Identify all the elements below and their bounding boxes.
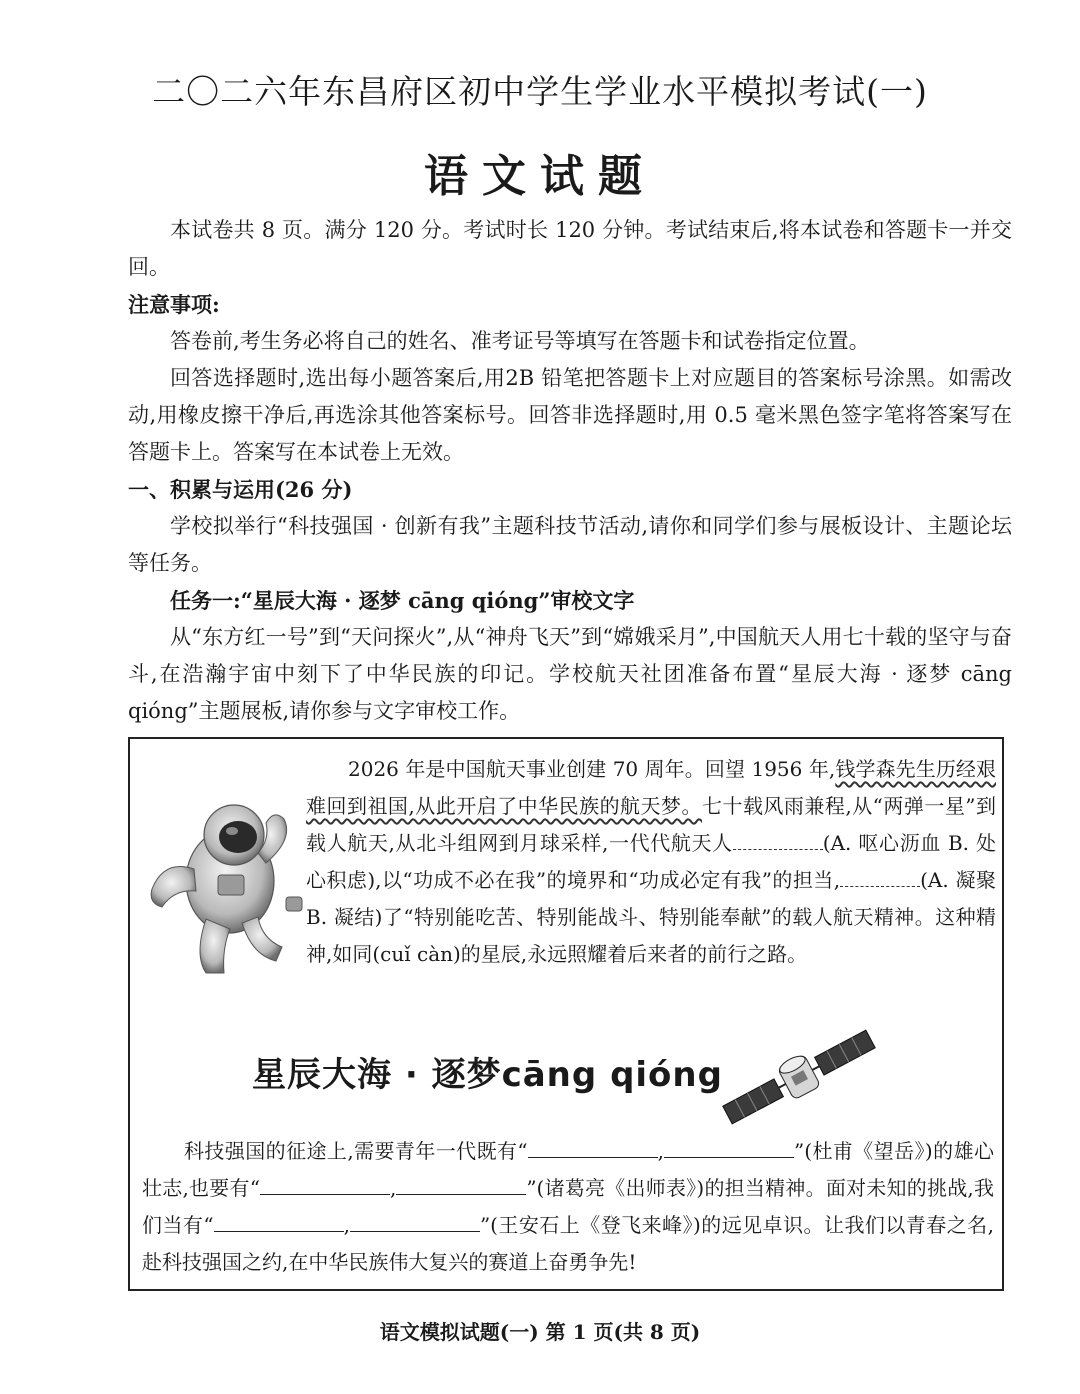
board-text-a: 2026 年是中国航天事业创建 70 周年。回望 1956 年,	[348, 757, 836, 781]
task-1-text: 从“东方红一号”到“天问探火”,从“神舟飞天”到“嫦娥采月”,中国航天人用七十载的坚守与奋斗,在浩瀚宇宙中刻下了中华民族的印记。学校航天社团准备布置“星辰大海 · 逐梦 cāng qióng”主题展板,请你参与文字审校工作。	[128, 625, 1012, 723]
board-text-d: (A. 凝聚 B. 凝结)了“特别能吃苦、特别能战斗、特别能奉献”的载人航天精神。这种精神,如同(cuǐ càn)的星辰,永远照耀着后来者的前行之路。	[306, 868, 996, 966]
exhibition-board	[128, 737, 1004, 1291]
poem-blank-5[interactable]	[214, 1213, 344, 1232]
answer-blank-1[interactable]	[733, 831, 823, 850]
board-text-e: 科技强国的征途上,需要青年一代既有“	[184, 1139, 528, 1163]
poem-blank-4[interactable]	[396, 1176, 526, 1195]
board-text-f: ”(杜甫《望岳》)的雄心壮志,也要有“	[142, 1139, 994, 1200]
wavy-underlined-sentence: 钱学森先生历经艰难回到祖国,从此开启了中华民族的航天梦。	[306, 757, 997, 818]
board-text-c: (A. 呕心沥血 B. 处心积虑),以“功成不必在我”的境界和“功成必定有我”的担当,	[306, 831, 997, 892]
poem-blank-1[interactable]	[528, 1139, 658, 1158]
satellite-illustration	[714, 1017, 884, 1127]
notice-item-1: 答卷前,考生务必将自己的姓名、准考证号等填写在答题卡和试卷指定位置。	[170, 329, 870, 353]
exam-title: 二〇二六年东昌府区初中学生学业水平模拟考试(一)	[152, 72, 928, 111]
page-footer: 语文模拟试题(一) 第 1 页(共 8 页)	[379, 1320, 701, 1344]
subject-title: 语文试题	[424, 151, 656, 202]
task-1-heading: 任务一:“星辰大海 · 逐梦 cāng qióng”审校文字	[170, 588, 635, 613]
poem-blank-2[interactable]	[664, 1139, 794, 1158]
poem-blank-3[interactable]	[260, 1176, 390, 1195]
poem-blank-6[interactable]	[350, 1213, 480, 1232]
board-banner-title: 星辰大海 · 逐梦cāng qióng	[252, 1055, 723, 1095]
comma-2: ,	[389, 1176, 397, 1200]
board-paragraph-1	[306, 751, 996, 973]
section-1-intro: 学校拟举行“科技强国 · 创新有我”主题科技节活动,请你和同学们参与展板设计、主题论坛等任务。	[128, 514, 1012, 575]
answer-blank-2[interactable]	[840, 868, 920, 887]
notice-item-2: 回答选择题时,选出每小题答案后,用2B 铅笔把答题卡上对应题目的答案标号涂黑。如需改动,用橡皮擦干净后,再选涂其他答案标号。回答非选择题时,用 0.5 毫米黑色签字笔将答案写在答题卡上。答案写在本试卷上无效。	[128, 366, 1012, 464]
comma-1: ,	[657, 1139, 664, 1163]
exam-intro: 本试卷共 8 页。满分 120 分。考试时长 120 分钟。考试结束后,将本试卷和答题卡一并交回。	[128, 218, 1012, 279]
board-text-g: ”(诸葛亮《出师表》)的担当精神。面对未知的挑战,我们当有“	[142, 1176, 995, 1237]
board-text-b: 七十载风雨兼程,从“两弹一星”到载人航天,从北斗组网到月球采样,一代代航天人	[306, 794, 997, 855]
section-1-heading: 一、积累与运用(26 分)	[128, 477, 353, 502]
comma-3: ,	[343, 1213, 350, 1237]
notice-heading: 注意事项:	[128, 292, 220, 317]
board-paragraph-2	[142, 1133, 994, 1281]
astronaut-illustration	[134, 779, 312, 979]
board-text-h: ”(王安石上《登飞来峰》)的远见卓识。让我们以青春之名,赴科技强国之约,在中华民族伟大复兴的赛道上奋勇争先!	[142, 1213, 994, 1274]
